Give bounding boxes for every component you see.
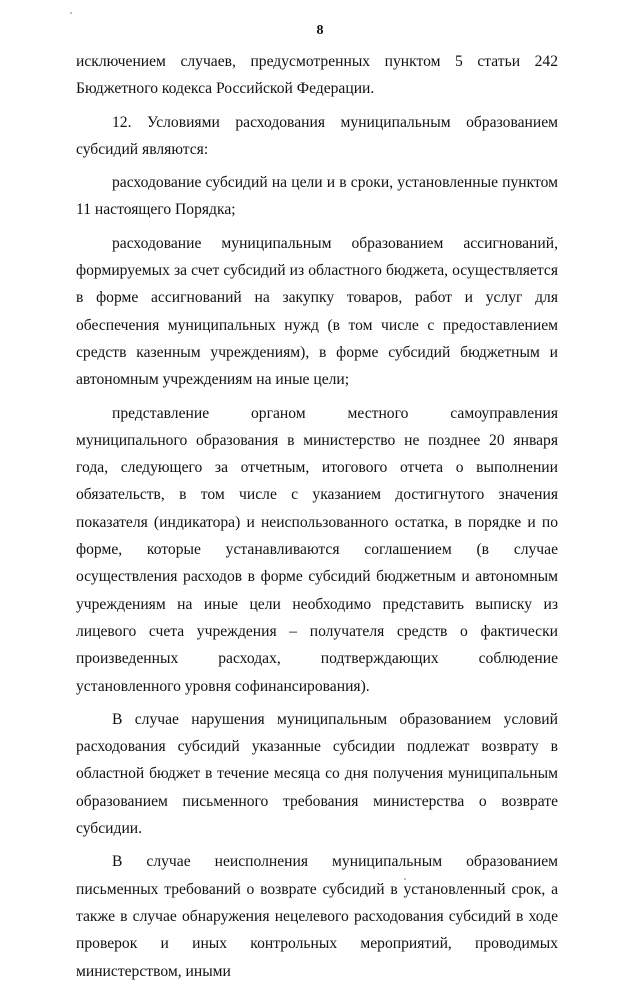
paragraph-violation: В случае нарушения муниципальным образованием условий расходования субсидий указанные субсидии подлежат возврату в областной бюджет в течение месяца со дня получения муниципальным образованием письменного требования министерства о возврате субсидии. (76, 710, 558, 838)
paragraph-condition-2: расходование муниципальным образованием ассигнований, формируемых за счет субсидий из областного бюджета, осуществляется в форме ассигнований на закупку товаров, работ и услуг для обеспечения муниципальных нужд (в том числе с предоставлением средств казенным учреждениям), в форме субсидий бюджетным и автономным учреждениям на иные цели; (76, 234, 558, 389)
document-body (76, 48, 558, 985)
paragraph-non-fulfillment: В случае неисполнения муниципальным образованием письменных требований о возврате субсидий в установленный срок, а также в случае обнаружения нецелевого расходования субсидий в ходе проверок и иных контрольных мероприятий, проводимых министерством, иными (76, 853, 558, 980)
paragraph-item-12: 12. Условиями расходования муниципальным образованием субсидий являются: (76, 113, 558, 158)
paragraph-continuation: исключением случаев, предусмотренных пунктом 5 статьи 242 Бюджетного кодекса Российской Федерации. (76, 53, 558, 98)
paragraph-condition-1: расходование субсидий на цели и в сроки, установленные пунктом 11 настоящего Порядка; (76, 174, 558, 219)
paragraph-condition-3: представление органом местного самоуправления муниципального образования в министерство не позднее 20 января года, следующего за отчетным, итогового отчета о выполнении обязательств, в том числе с указанием достигнутого значения показателя (индикатора) и неиспользованного остатка, в порядке и по форме, которые устанавливаются соглашением (в случае осуществления расходов в форме субсидий бюджетным и автономным учреждениям на иные цели необходимо представить выписку из лицевого счета учреждения – получателя средств о фактически произведенных расходах, подтверждающих соблюдение установленного уровня софинансирования). (76, 404, 558, 695)
scan-speck (70, 12, 72, 14)
page-number: 8 (316, 23, 324, 38)
